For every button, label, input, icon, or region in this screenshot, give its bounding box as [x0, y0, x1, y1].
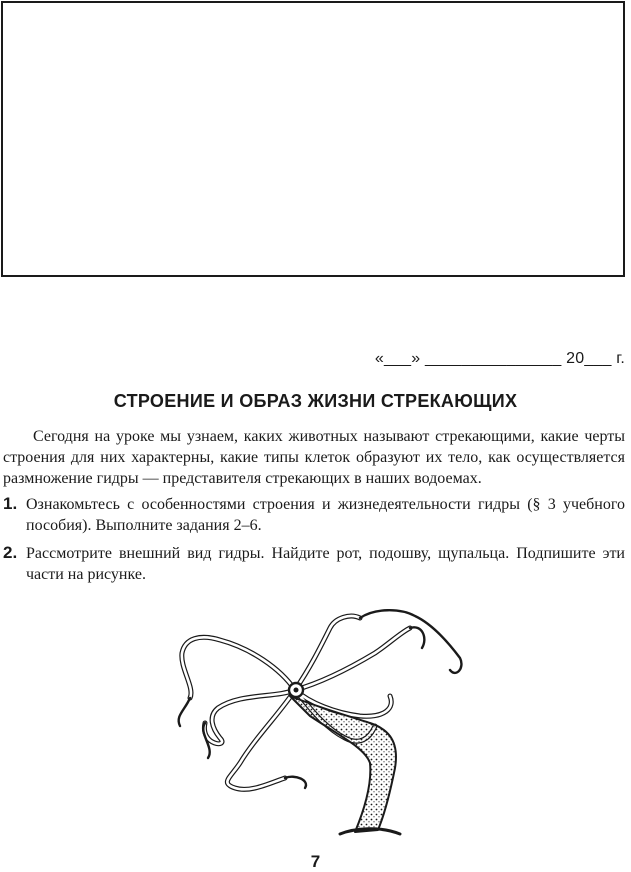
task-text: Рассмотрите внешний вид гидры. Найдите рот, подошву, щупальца. Подпишите эти части на рисунке.	[26, 545, 625, 583]
task-number: 1.	[3, 494, 18, 513]
intro-paragraph: Сегодня на уроке мы узнаем, каких животных называют стрекающими, какие черты строения для них характерны, какие типы клеток образуют их тело, как осуществляется размножение гидры — представителя стрекающих в наших водоемах.	[3, 428, 625, 487]
page-number: 7	[310, 852, 321, 871]
lesson-title: СТРОЕНИЕ И ОБРАЗ ЖИЗНИ СТРЕКАЮЩИХ	[113, 391, 518, 411]
task-item	[3, 494, 625, 536]
task-item	[3, 543, 625, 585]
answer-drawing-box	[1, 1, 625, 277]
hydra-illustration	[160, 598, 470, 838]
task-text: Ознакомьтесь с особенностями строения и жизнедеятельности гидры (§ 3 учебного пособия). Выполните задания 2–6.	[26, 496, 625, 534]
task-number: 2.	[3, 543, 18, 562]
date-line: «___» _______________ 20___ г.	[374, 350, 625, 367]
